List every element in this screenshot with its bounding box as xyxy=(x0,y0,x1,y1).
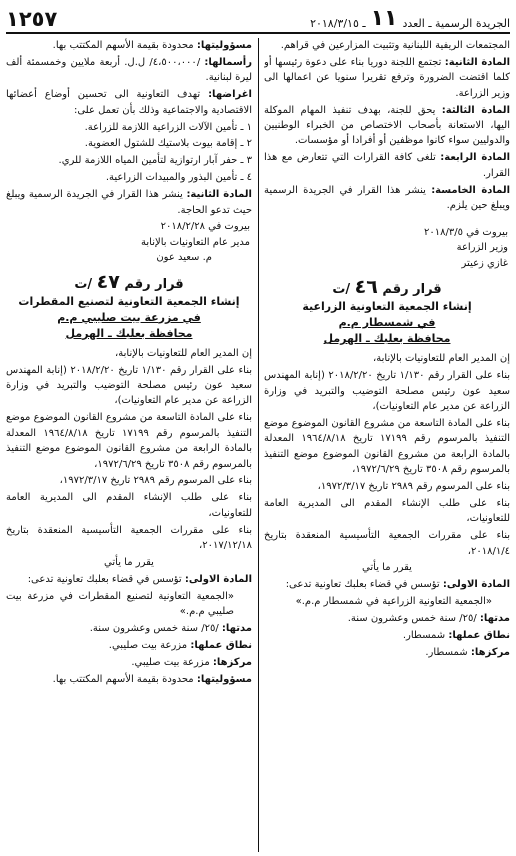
scope: نطاق عملها: مزرعة بيت صليبي. xyxy=(108,640,252,651)
continued-text: المجتمعات الريفية اللبنانية وتثبيت المزارعين في قراهم. xyxy=(280,40,510,51)
preamble: بناء على المادة التاسعة من مشروع القانون الموضوع موضع التنفيذ بالمرسوم رقم ١٧١٩٩ تاريخ ١٩٦٤/٨/١٨ المعدلة بالمادة الرابعة من مشروع القانون الموضوع موضع التنفيذ بالمرسوم رقم ٣٥٠٨ تاريخ ١٩٧٢/٦/٢٩، xyxy=(264,417,510,476)
article-3 xyxy=(264,103,510,149)
scope: نطاق عملها: شمسطار. xyxy=(402,630,510,642)
preamble: بناء على المرسوم رقم ٢٩٨٩ تاريخ ١٩٧٢/٣/١٧، xyxy=(59,475,252,487)
decision-number: قرار رقم ٤٦ /ت xyxy=(332,276,442,299)
article-label: المادة الرابعة: xyxy=(440,152,510,164)
preamble: إن المدير العام للتعاونيات بالإنابة، xyxy=(373,353,510,365)
signature-name: غازي زعيتر xyxy=(461,257,508,269)
cooperative-name: «الجمعية التعاونية لتصنيع المقطرات في مزرعة بيت صليبي م.م.» xyxy=(6,590,234,618)
article-2 xyxy=(264,55,510,101)
article-label: المادة الثالثة: xyxy=(441,104,510,116)
decision-title: إنشاء الجمعية التعاونية الزراعية xyxy=(302,300,472,314)
cooperative-name: «الجمعية التعاونية الزراعية في شمسطار م.م.» xyxy=(295,596,492,608)
signature-name: م. سعيد عون xyxy=(156,252,212,264)
issue-date: ـ ٢٠١٨/٣/١٥ xyxy=(310,17,366,30)
objective-item: ١ ـ تأمين الآلات الزراعية اللازمة للزراعة. xyxy=(84,121,252,133)
article-2: المادة الثانية: ينشر هذا القرار في الجريدة الرسمية ويبلغ حيث تدعو الحاجة. xyxy=(6,189,252,216)
article-1: المادة الاولى: تؤسس في قضاء بعلبك تعاونية تدعى: xyxy=(27,573,252,585)
capital: رأسمالها: /٤،٥٠٠،٠٠٠/ ل.ل. أربعة ملايين وخمسمئة ألف ليرة لبنانية. xyxy=(6,56,252,84)
headquarters: مركزها: مزرعة بيت صليبي. xyxy=(131,656,252,668)
preamble: بناء على مقررات الجمعية التأسيسية المنعقدة بتاريخ ٢٠١٨/١/٤، xyxy=(264,530,510,557)
decision-governorate: محافظة بعلبك ـ الهرمل xyxy=(65,326,193,340)
preamble: بناء على طلب الإنشاء المقدم الى المديرية العامة للتعاونيات، xyxy=(264,497,510,525)
decision-title: إنشاء الجمعية التعاونية لتصنيع المقطرات xyxy=(18,294,240,308)
article-1: المادة الاولى: تؤسس في قضاء بعلبك تعاونية تدعى: xyxy=(285,579,510,591)
preamble: بناء على طلب الإنشاء المقدم الى المديرية العامة للتعاونيات، xyxy=(6,492,252,519)
publication-title: الجريدة الرسمية ـ العدد xyxy=(402,17,510,30)
article-label: المادة الخامسة: xyxy=(431,184,510,196)
publication-info xyxy=(310,8,510,30)
preamble: بناء على مقررات الجمعية التأسيسية المنعقدة بتاريخ ٢٠١٧/١٢/١٨، xyxy=(6,524,252,552)
page-number: ١٢٥٧ xyxy=(6,7,58,31)
preamble: بناء على المرسوم رقم ٢٩٨٩ تاريخ ١٩٧٢/٣/١٧، xyxy=(317,480,510,492)
article-text: ينشر هذا القرار في الجريدة الرسمية ويبلغ حين يلزم. xyxy=(264,184,510,212)
preamble: إن المدير العام للتعاونيات بالإنابة، xyxy=(115,347,252,359)
preamble: بناء على المادة التاسعة من مشروع القانون الموضوع موضع التنفيذ بالمرسوم رقم ١٧١٩٩ تاريخ ١٩٦٤/٨/١٨ المعدلة بالمادة الرابعة من مشروع القانون الموضوع موضع التنفيذ بالمرسوم رقم ٣٥٠٨ تاريخ ١٩٧٢/٦/٢٩، xyxy=(6,412,252,470)
preamble: بناء على القرار رقم ١/١٣٠ تاريخ ٢٠١٨/٢/٢٠ (إنابة المهندس سعيد عون رئيس مصلحة التوضيب والتبريد في وزارة الزراعة عن مدير عام التعاونيات)، xyxy=(6,364,252,407)
decides-heading: يقرر ما يأتي xyxy=(104,556,154,568)
decision-number: قرار رقم ٤٧ /ت xyxy=(74,270,184,293)
headquarters: مركزها: شمسطار. xyxy=(425,647,510,658)
decides-heading: يقرر ما يأتي xyxy=(362,562,412,574)
right-column xyxy=(264,38,510,854)
decision-46-heading xyxy=(264,276,510,347)
article-label: المادة الثانية: xyxy=(444,56,510,68)
decision-governorate: محافظة بعلبك ـ الهرمل xyxy=(323,332,451,346)
objective-item: ٢ ـ إقامة بيوت بلاستيك للشتول العضوية. xyxy=(84,138,252,150)
preamble: بناء على القرار رقم ١/١٣٠ تاريخ ٢٠١٨/٢/٢٠ (إنابة المهندس سعيد عون رئيس مصلحة التوضيب والتبريد في وزارة الزراعة عن مدير عام التعاونيات)، xyxy=(264,370,510,412)
left-column xyxy=(6,38,252,854)
article-text: تجتمع اللجنة دوريا بناء على دعوة رئيسها أو كلما اقتضت الضرورة وترفع تقريرا سنويا عن اعمالها الى وزير الزراعة. xyxy=(264,56,510,99)
article-text: تلغى كافة القرارات التي تتعارض مع هذا القرار. xyxy=(264,152,510,179)
objectives: اغراضها: تهدف التعاونية الى تحسين أوضاع أعضائها الاقتصادية والاجتماعية وذلك بأن تعمل على: xyxy=(6,89,252,116)
issue-number: ١١ xyxy=(370,6,398,31)
decision-47-heading xyxy=(6,270,252,342)
decision-location: في شمسطار م.م xyxy=(338,316,436,330)
liability: مسؤوليتها: محدودة بقيمة الأسهم المكتتب بها. xyxy=(52,40,252,51)
signature-place-date: بيروت في ٢٠١٨/٢/٢٨ xyxy=(160,221,250,233)
article-4 xyxy=(264,150,510,181)
column-divider xyxy=(258,38,259,852)
article-text: يحق للجنة، بهدف تنفيذ المهام الموكلة اليها، الاستعانة بأصحاب الاختصاص من الخبراء الوطنيين والدوليين سواء كانوا موظفين أو أفرادا أو مؤسسات. xyxy=(264,104,510,147)
signature-title: وزير الزراعة xyxy=(456,242,508,254)
liability: مسؤوليتها: محدودة بقيمة الأسهم المكتتب بها. xyxy=(52,673,252,685)
article-5 xyxy=(264,183,510,214)
signature-title: مدير عام التعاونيات بالإنابة xyxy=(141,236,250,248)
duration: مدتها: /٢٥/ سنة خمس وعشرون سنة. xyxy=(347,613,510,625)
duration: مدتها: /٢٥/ سنة خمس وعشرون سنة. xyxy=(89,623,252,635)
objective-item: ٤ ـ تأمين البذور والمبيدات الزراعية. xyxy=(105,172,252,184)
objective-item: ٣ ـ حفر آبار ارتوازية لتأمين المياه اللازمة للري. xyxy=(58,155,252,167)
page-header xyxy=(6,4,510,34)
decision-location: في مزرعة بيت صليبي م.م xyxy=(57,310,201,324)
signature-place-date: بيروت في ٢٠١٨/٣/٥ xyxy=(423,226,508,238)
